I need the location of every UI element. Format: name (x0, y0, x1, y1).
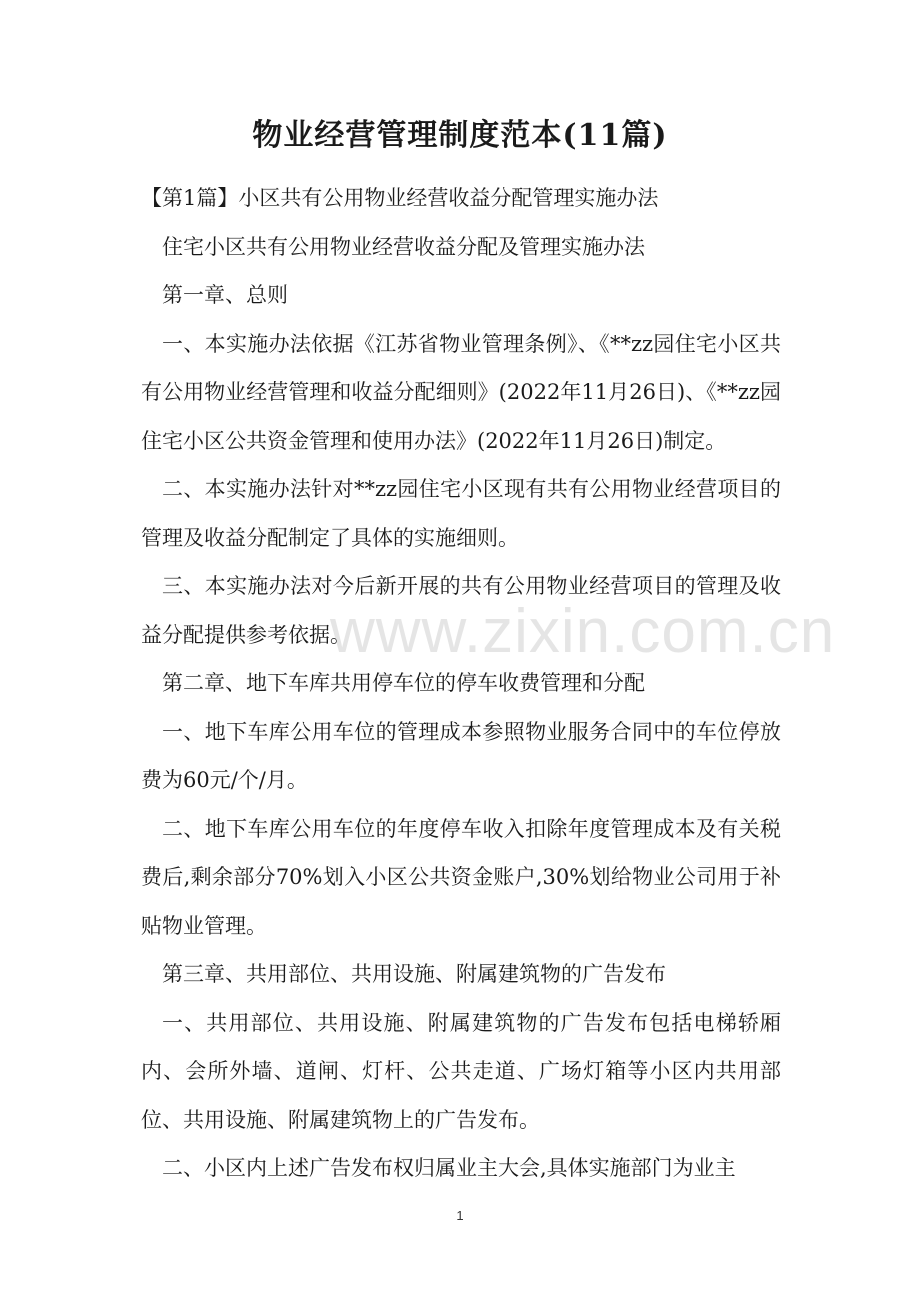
paragraph: 二、小区内上述广告发布权归属业主大会,具体实施部门为业主 (162, 1156, 736, 1180)
paragraph: 二、本实施办法针对**zz园住宅小区现有共有公用物业经营项目的管理及收益分配制定了具体的实施细则。 (141, 477, 781, 550)
paragraph: 住宅小区共有公用物业经营收益分配及管理实施办法 (162, 234, 645, 259)
page-number: 1 (456, 1208, 464, 1223)
document-title: 物业经营管理制度范本(11篇) (252, 118, 668, 153)
watermark-text: www.zixin.com.cn (330, 597, 836, 666)
document-body (141, 174, 781, 1193)
paragraph: 一、本实施办法依据《江苏省物业管理条例》、《**zz园住宅小区共有公用物业经营管理和收益分配细则》(2022年11月26日)、《**zz园住宅小区公共资金管理和使用办法》(2022年11月26日)制定。 (141, 331, 781, 453)
paragraph: 一、共用部位、共用设施、附属建筑物的广告发布包括电梯轿厢内、会所外墙、道闸、灯杆、公共走道、广场灯箱等小区内共用部位、共用设施、附属建筑物上的广告发布。 (141, 1010, 781, 1132)
paragraph: 第一章、总则 (162, 283, 288, 307)
paragraph: 第三章、共用部位、共用设施、附属建筑物的广告发布 (162, 962, 666, 986)
paragraph: 【第1篇】小区共有公用物业经营收益分配管理实施办法 (141, 186, 659, 210)
paragraph: 第二章、地下车库共用停车位的停车收费管理和分配 (162, 671, 645, 695)
paragraph: 三、本实施办法对今后新开展的共有公用物业经营项目的管理及收益分配提供参考依据。 (141, 574, 781, 647)
paragraph: 二、地下车库公用车位的年度停车收入扣除年度管理成本及有关税费后,剩余部分70%划入小区公共资金账户,30%划给物业公司用于补贴物业管理。 (141, 816, 781, 938)
paragraph: 一、地下车库公用车位的管理成本参照物业服务合同中的车位停放费为60元/个/月。 (141, 719, 781, 792)
